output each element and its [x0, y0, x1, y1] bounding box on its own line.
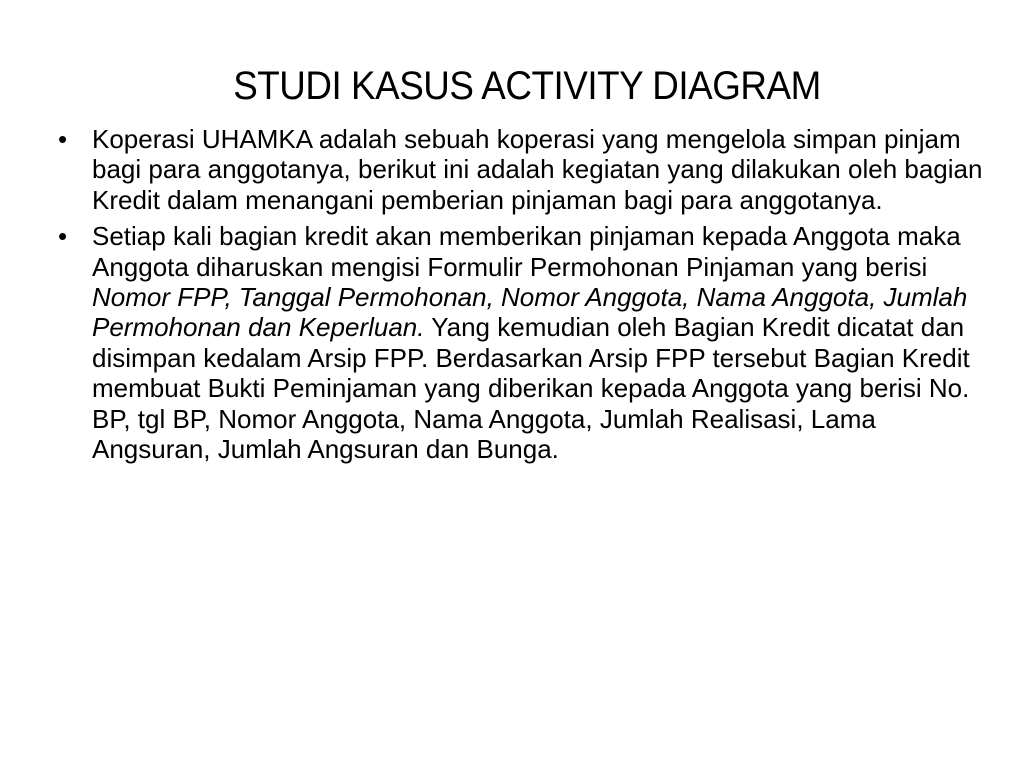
bullet-item-2 — [58, 221, 998, 464]
bullet-dot-icon: • — [58, 124, 68, 154]
slide-title: STUDI KASUS ACTIVITY DIAGRAM — [233, 64, 821, 108]
italic-text-segment: Nomor FPP, Tanggal Permohonan, Nomor Anggota, Nama Anggota, Jumlah Permohonan dan Keperluan. — [92, 282, 968, 343]
text-segment: Setiap kali bagian kredit akan memberikan pinjaman kepada Anggota maka Anggota diharuskan mengisi Formulir Permohonan Pinjaman yang berisi — [92, 221, 961, 282]
text-segment: Koperasi UHAMKA adalah sebuah koperasi yang mengelola simpan pinjam bagi para anggotanya, berikut ini adalah kegiatan yang dilakukan oleh bagian Kredit dalam menangani pemberian pinjaman bagi para anggotanya. — [92, 124, 983, 215]
bullet-text — [92, 124, 982, 215]
bullet-item-1 — [58, 124, 998, 215]
bullet-dot-icon: • — [58, 221, 68, 252]
bullet-text — [92, 221, 970, 464]
bullet-list — [58, 124, 998, 470]
text-segment: Yang kemudian oleh Bagian Kredit dicatat dan disimpan kedalam Arsip FPP. Berdasarkan Arsip FPP tersebut Bagian Kredit membuat Bukti Peminjaman yang diberikan kepada Anggota yang berisi No. BP, tgl BP, Nomor Anggota, Nama Anggota, Jumlah Realisasi, Lama Angsuran, Jumlah Angsuran dan Bunga. — [92, 312, 970, 465]
